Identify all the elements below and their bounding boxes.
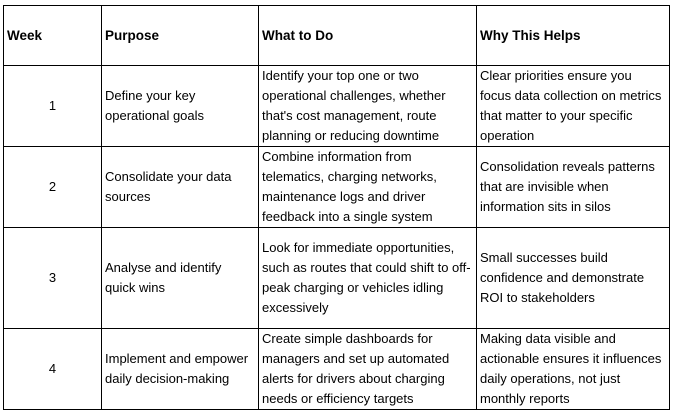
purpose-cell: Implement and empower daily decision-making [102,329,259,410]
what-to-do-cell: Create simple dashboards for managers and set up automated alerts for drivers about charging needs or efficiency targets [259,329,477,410]
header-purpose: Purpose [102,6,259,66]
header-what-to-do: What to Do [259,6,477,66]
why-this-helps-cell: Clear priorities ensure you focus data collection on metrics that matter to your specific operation [477,66,670,147]
what-to-do-cell: Identify your top one or two operational challenges, whether that's cost management, route planning or reducing downtime [259,66,477,147]
purpose-cell: Analyse and identify quick wins [102,228,259,329]
why-this-helps-cell: Small successes build confidence and demonstrate ROI to stakeholders [477,228,670,329]
table-header-row [4,6,670,66]
weekly-plan-table [3,5,670,410]
what-to-do-cell: Look for immediate opportunities, such as routes that could shift to off-peak charging or vehicles idling excessively [259,228,477,329]
week-number: 3 [4,228,102,329]
purpose-cell: Consolidate your data sources [102,147,259,228]
header-why-this-helps: Why This Helps [477,6,670,66]
purpose-cell: Define your key operational goals [102,66,259,147]
table-row [4,329,670,410]
why-this-helps-cell: Consolidation reveals patterns that are invisible when information sits in silos [477,147,670,228]
what-to-do-cell: Combine information from telematics, charging networks, maintenance logs and driver feedback into a single system [259,147,477,228]
week-number: 2 [4,147,102,228]
table-row [4,66,670,147]
table-row [4,228,670,329]
week-number: 1 [4,66,102,147]
week-number: 4 [4,329,102,410]
table-row [4,147,670,228]
why-this-helps-cell: Making data visible and actionable ensures it influences daily operations, not just monthly reports [477,329,670,410]
header-week: Week [4,6,102,66]
